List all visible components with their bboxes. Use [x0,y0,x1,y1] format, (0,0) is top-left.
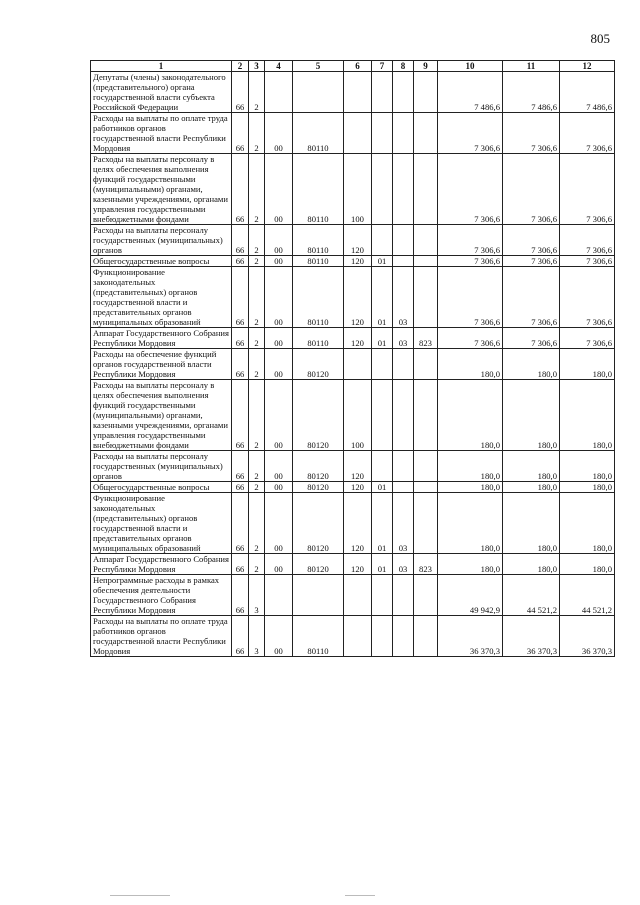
cell: 2 [249,225,265,256]
cell: 01 [372,482,393,493]
cell: 66 [232,575,249,616]
cell: 2 [249,72,265,113]
row-name: Общегосударственные вопросы [91,482,232,493]
cell: 80110 [293,616,344,657]
cell: 2 [249,154,265,225]
amount-cell: 180,0 [560,451,615,482]
cell: 2 [249,493,265,554]
cell: 100 [344,380,372,451]
cell: 3 [249,616,265,657]
cell: 80110 [293,113,344,154]
cell [393,575,414,616]
amount-cell: 7 306,6 [438,256,503,267]
cell: 2 [249,113,265,154]
scan-artifact-line [345,895,375,896]
cell [414,380,438,451]
table-row [91,113,615,154]
cell [414,154,438,225]
cell: 00 [265,154,293,225]
cell [414,482,438,493]
cell [393,380,414,451]
cell: 2 [249,328,265,349]
cell: 00 [265,493,293,554]
amount-cell: 180,0 [503,554,560,575]
cell: 2 [249,554,265,575]
amount-cell: 180,0 [438,554,503,575]
cell [414,113,438,154]
column-header: 1 [91,61,232,72]
amount-cell: 180,0 [503,380,560,451]
column-header: 5 [293,61,344,72]
amount-cell: 7 306,6 [438,113,503,154]
amount-cell: 7 306,6 [503,267,560,328]
table-row [91,349,615,380]
cell: 01 [372,267,393,328]
cell [344,349,372,380]
table-row [91,225,615,256]
cell: 01 [372,493,393,554]
amount-cell: 36 370,3 [503,616,560,657]
cell: 120 [344,482,372,493]
amount-cell: 180,0 [560,349,615,380]
cell: 66 [232,616,249,657]
cell [414,616,438,657]
amount-cell: 180,0 [438,493,503,554]
amount-cell: 7 306,6 [438,328,503,349]
cell [414,225,438,256]
cell: 120 [344,451,372,482]
cell [372,616,393,657]
cell [393,349,414,380]
cell: 80120 [293,493,344,554]
amount-cell: 7 306,6 [560,256,615,267]
cell [372,72,393,113]
cell: 100 [344,154,372,225]
table-row [91,328,615,349]
amount-cell: 180,0 [438,451,503,482]
amount-cell: 7 306,6 [560,267,615,328]
amount-cell: 7 306,6 [503,328,560,349]
row-name: Аппарат Государственного Собрания Республики Мордовия [91,554,232,575]
cell [414,451,438,482]
cell [414,575,438,616]
amount-cell: 7 306,6 [560,328,615,349]
column-header: 4 [265,61,293,72]
cell: 80110 [293,256,344,267]
cell [344,616,372,657]
cell [393,256,414,267]
table-row [91,256,615,267]
column-header: 10 [438,61,503,72]
cell: 00 [265,256,293,267]
column-header: 2 [232,61,249,72]
cell: 2 [249,482,265,493]
cell: 00 [265,225,293,256]
cell: 00 [265,451,293,482]
cell: 03 [393,493,414,554]
amount-cell: 180,0 [438,380,503,451]
cell [372,575,393,616]
cell [372,349,393,380]
row-name: Расходы на выплаты персоналу в целях обеспечения выполнения функций государственными (муниципальными) органами, казенными учреждениями, органами управления государственными внебюджетными фондами [91,154,232,225]
cell [393,154,414,225]
cell: 03 [393,328,414,349]
cell: 66 [232,267,249,328]
cell: 2 [249,349,265,380]
amount-cell: 36 370,3 [560,616,615,657]
cell: 80110 [293,267,344,328]
cell [265,72,293,113]
budget-table [90,60,615,657]
row-name: Расходы на выплаты персоналу в целях обеспечения выполнения функций государственными (муниципальными) органами, казенными учреждениями, органами управления государственными внебюджетными фондами [91,380,232,451]
cell [372,380,393,451]
amount-cell: 7 486,6 [503,72,560,113]
cell [393,72,414,113]
header-row [91,61,615,72]
page-number: 805 [590,31,610,46]
cell: 80120 [293,349,344,380]
amount-cell: 7 306,6 [503,154,560,225]
table-row [91,616,615,657]
row-name: Расходы на выплаты персоналу государственных (муниципальных) органов [91,225,232,256]
row-name: Аппарат Государственного Собрания Республики Мордовия [91,328,232,349]
row-name: Непрограммные расходы в рамках обеспечения деятельности Государственного Собрания Республики Мордовия [91,575,232,616]
amount-cell: 180,0 [503,482,560,493]
row-name: Расходы на выплаты персоналу государственных (муниципальных) органов [91,451,232,482]
cell: 80120 [293,451,344,482]
amount-cell: 180,0 [560,554,615,575]
cell: 120 [344,225,372,256]
cell [414,256,438,267]
cell [393,616,414,657]
amount-cell: 7 486,6 [560,72,615,113]
amount-cell: 36 370,3 [438,616,503,657]
row-name: Общегосударственные вопросы [91,256,232,267]
cell: 823 [414,328,438,349]
amount-cell: 7 306,6 [503,113,560,154]
amount-cell: 44 521,2 [560,575,615,616]
cell: 00 [265,267,293,328]
amount-cell: 49 942,9 [438,575,503,616]
cell [344,113,372,154]
table-row [91,380,615,451]
cell: 66 [232,380,249,451]
amount-cell: 180,0 [560,380,615,451]
cell [372,113,393,154]
row-name: Расходы на обеспечение функций органов государственной власти Республики Мордовия [91,349,232,380]
amount-cell: 7 306,6 [560,113,615,154]
cell: 2 [249,451,265,482]
cell: 66 [232,554,249,575]
cell [414,349,438,380]
cell [372,451,393,482]
cell: 120 [344,493,372,554]
cell: 3 [249,575,265,616]
cell: 00 [265,349,293,380]
cell: 66 [232,154,249,225]
cell: 823 [414,554,438,575]
cell [293,575,344,616]
cell: 66 [232,451,249,482]
cell: 03 [393,267,414,328]
cell: 80120 [293,554,344,575]
table-row [91,554,615,575]
cell: 2 [249,267,265,328]
amount-cell: 7 486,6 [438,72,503,113]
cell [414,267,438,328]
cell [393,113,414,154]
cell [293,72,344,113]
cell [393,225,414,256]
cell [265,575,293,616]
cell: 120 [344,267,372,328]
cell [393,451,414,482]
cell: 120 [344,256,372,267]
cell: 66 [232,72,249,113]
amount-cell: 7 306,6 [560,225,615,256]
cell: 00 [265,380,293,451]
cell [372,225,393,256]
cell: 80120 [293,380,344,451]
cell: 66 [232,256,249,267]
cell: 80110 [293,154,344,225]
scan-artifact-line [110,895,170,896]
cell: 00 [265,482,293,493]
amount-cell: 7 306,6 [560,154,615,225]
row-name: Расходы на выплаты по оплате труда работников органов государственной власти Республики Мордовия [91,616,232,657]
cell [344,575,372,616]
cell: 80120 [293,482,344,493]
amount-cell: 44 521,2 [503,575,560,616]
cell: 80110 [293,328,344,349]
cell: 00 [265,616,293,657]
amount-cell: 180,0 [438,349,503,380]
table-row [91,154,615,225]
column-header: 11 [503,61,560,72]
cell: 66 [232,328,249,349]
amount-cell: 7 306,6 [438,154,503,225]
cell: 66 [232,349,249,380]
cell: 00 [265,554,293,575]
cell [344,72,372,113]
cell: 2 [249,256,265,267]
amount-cell: 180,0 [438,482,503,493]
cell: 01 [372,256,393,267]
amount-cell: 7 306,6 [503,256,560,267]
amount-cell: 180,0 [503,349,560,380]
table-row [91,267,615,328]
row-name: Функционирование законодательных (представительных) органов государственной власти и представительных органов муниципальных образований [91,267,232,328]
row-name: Депутаты (члены) законодательного (представительного) органа государственной власти субъекта Российской Федерации [91,72,232,113]
column-header: 3 [249,61,265,72]
cell [414,493,438,554]
cell: 66 [232,225,249,256]
cell: 120 [344,328,372,349]
table-row [91,493,615,554]
cell: 66 [232,482,249,493]
cell: 66 [232,113,249,154]
cell: 66 [232,493,249,554]
column-header: 12 [560,61,615,72]
amount-cell: 180,0 [560,493,615,554]
cell [393,482,414,493]
column-header: 7 [372,61,393,72]
cell: 03 [393,554,414,575]
amount-cell: 7 306,6 [438,267,503,328]
table-row [91,575,615,616]
column-header: 9 [414,61,438,72]
cell: 80110 [293,225,344,256]
column-header: 6 [344,61,372,72]
cell [414,72,438,113]
cell: 01 [372,554,393,575]
cell: 01 [372,328,393,349]
cell: 2 [249,380,265,451]
amount-cell: 180,0 [560,482,615,493]
cell [372,154,393,225]
amount-cell: 7 306,6 [438,225,503,256]
cell: 120 [344,554,372,575]
amount-cell: 7 306,6 [503,225,560,256]
table-row [91,451,615,482]
amount-cell: 180,0 [503,451,560,482]
amount-cell: 180,0 [503,493,560,554]
row-name: Расходы на выплаты по оплате труда работников органов государственной власти Республики Мордовия [91,113,232,154]
table-row [91,482,615,493]
table-row [91,72,615,113]
cell: 00 [265,328,293,349]
column-header: 8 [393,61,414,72]
cell: 00 [265,113,293,154]
row-name: Функционирование законодательных (представительных) органов государственной власти и представительных органов муниципальных образований [91,493,232,554]
